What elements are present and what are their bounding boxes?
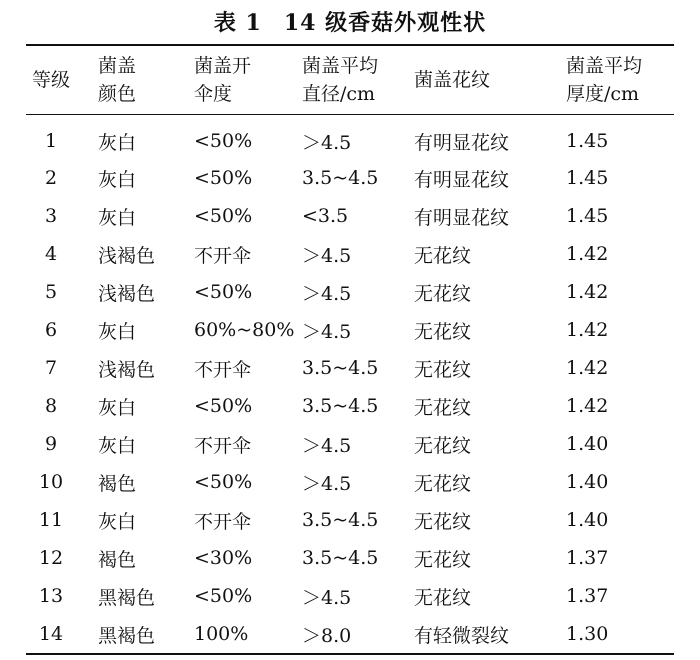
cell-cap-pattern: 无花纹: [414, 282, 472, 305]
cell-cap-diameter: ＞4.5: [302, 434, 352, 457]
table-row: [26, 197, 674, 235]
cell-grade: 10: [38, 471, 64, 493]
cell-cap-color: 褐色: [98, 472, 137, 495]
cell-cap-color: 灰白: [98, 434, 137, 457]
cell-cap-opening: 100%: [194, 623, 249, 645]
cell-grade: 4: [44, 243, 58, 265]
cell-cap-pattern: 无花纹: [414, 320, 472, 343]
table-row: [26, 115, 674, 160]
cell-cap-thickness: 1.42: [566, 395, 609, 417]
cell-cap-pattern: 有轻微裂纹: [414, 624, 510, 647]
cell-grade: 8: [44, 395, 58, 417]
table-body: [26, 115, 674, 655]
cell-cap-opening: <50%: [194, 395, 253, 417]
cell-cap-pattern: 无花纹: [414, 472, 472, 495]
cell-cap-color: 灰白: [98, 396, 137, 419]
cell-cap-thickness: 1.45: [566, 205, 609, 227]
cell-cap-thickness: 1.45: [566, 130, 609, 152]
cell-cap-thickness: 1.42: [566, 357, 609, 379]
cell-cap-opening: 不开伞: [194, 434, 252, 457]
cell-cap-diameter: <3.5: [302, 205, 349, 227]
cell-cap-opening: 不开伞: [194, 244, 252, 267]
table-row: [26, 235, 674, 273]
table-row: [26, 501, 674, 539]
table-row: [26, 159, 674, 197]
cell-cap-thickness: 1.42: [566, 243, 609, 265]
cell-cap-diameter: ＞4.5: [302, 586, 352, 609]
cell-cap-pattern: 无花纹: [414, 586, 472, 609]
cell-cap-pattern: 有明显花纹: [414, 131, 510, 154]
cell-grade: 5: [44, 281, 58, 303]
header-row: [26, 45, 674, 115]
cell-cap-color: 浅褐色: [98, 244, 156, 267]
cell-grade: 2: [44, 167, 58, 189]
cell-cap-color: 浅褐色: [98, 282, 156, 305]
table-row: [26, 387, 674, 425]
cell-cap-color: 黑褐色: [98, 624, 156, 647]
cell-grade: 13: [38, 585, 64, 607]
cell-cap-thickness: 1.40: [566, 433, 609, 455]
table-caption: [0, 6, 700, 37]
cell-cap-color: 灰白: [98, 510, 137, 533]
cell-cap-opening: <50%: [194, 281, 253, 303]
cell-cap-thickness: 1.45: [566, 167, 609, 189]
cell-cap-opening: <50%: [194, 130, 253, 152]
cell-cap-diameter: ＞8.0: [302, 624, 352, 647]
header-cap-thickness: 菌盖平均 厚度/cm: [566, 55, 643, 105]
cell-cap-thickness: 1.42: [566, 281, 609, 303]
cell-cap-opening: <50%: [194, 205, 253, 227]
cell-cap-opening: 不开伞: [194, 510, 252, 533]
cell-cap-opening: 不开伞: [194, 358, 252, 381]
cell-cap-color: 灰白: [98, 131, 137, 154]
cell-grade: 12: [38, 547, 64, 569]
cell-cap-pattern: 无花纹: [414, 548, 472, 571]
cell-cap-diameter: ＞4.5: [302, 320, 352, 343]
cell-cap-thickness: 1.37: [566, 547, 609, 569]
cell-cap-pattern: 无花纹: [414, 396, 472, 419]
cell-cap-diameter: 3.5~4.5: [302, 547, 379, 569]
cell-cap-opening: <50%: [194, 167, 253, 189]
header-cap-pattern: 菌盖花纹: [414, 69, 491, 91]
cell-grade: 1: [44, 130, 58, 152]
cell-cap-diameter: ＞4.5: [302, 244, 352, 267]
cell-cap-diameter: 3.5~4.5: [302, 395, 379, 417]
cell-cap-diameter: ＞4.5: [302, 472, 352, 495]
cell-cap-opening: <50%: [194, 585, 253, 607]
cell-cap-diameter: 3.5~4.5: [302, 509, 379, 531]
cell-cap-diameter: 3.5~4.5: [302, 167, 379, 189]
header-cap-diameter: 菌盖平均 直径/cm: [302, 55, 379, 105]
cell-cap-pattern: 有明显花纹: [414, 206, 510, 229]
cell-cap-pattern: 无花纹: [414, 358, 472, 381]
shiitake-grade-table: [26, 44, 674, 655]
cell-cap-pattern: 无花纹: [414, 510, 472, 533]
cell-cap-color: 褐色: [98, 548, 137, 571]
table-row: [26, 349, 674, 387]
cell-cap-color: 浅褐色: [98, 358, 156, 381]
cell-grade: 11: [38, 509, 64, 531]
table-row: [26, 539, 674, 577]
cell-cap-diameter: ＞4.5: [302, 131, 352, 154]
cell-cap-pattern: 无花纹: [414, 244, 472, 267]
cell-cap-color: 灰白: [98, 206, 137, 229]
cell-grade: 7: [44, 357, 58, 379]
cell-grade: 6: [44, 319, 58, 341]
cell-cap-pattern: 有明显花纹: [414, 168, 510, 191]
table-header: [26, 45, 674, 115]
table-row: [26, 577, 674, 615]
table-row: [26, 273, 674, 311]
cell-cap-opening: <30%: [194, 547, 253, 569]
cell-cap-diameter: ＞4.5: [302, 282, 352, 305]
cell-cap-thickness: 1.37: [566, 585, 609, 607]
cell-cap-color: 灰白: [98, 320, 137, 343]
cell-cap-pattern: 无花纹: [414, 434, 472, 457]
cell-cap-thickness: 1.40: [566, 471, 609, 493]
cell-grade: 9: [44, 433, 58, 455]
cell-grade: 3: [44, 205, 58, 227]
table-title: 14 级香菇外观性状: [283, 10, 487, 36]
header-cap-opening: 菌盖开 伞度: [194, 55, 252, 105]
cell-cap-opening: <50%: [194, 471, 253, 493]
header-grade: 等级: [31, 69, 70, 91]
cell-grade: 14: [38, 623, 64, 645]
cell-cap-diameter: 3.5~4.5: [302, 357, 379, 379]
table-number: 表 1: [213, 10, 262, 36]
cell-cap-color: 灰白: [98, 168, 137, 191]
cell-cap-thickness: 1.40: [566, 509, 609, 531]
header-cap-color: 菌盖 颜色: [98, 55, 137, 105]
table-row: [26, 425, 674, 463]
table-row: [26, 615, 674, 654]
cell-cap-opening: 60%~80%: [194, 319, 295, 341]
cell-cap-thickness: 1.30: [566, 623, 609, 645]
cell-cap-color: 黑褐色: [98, 586, 156, 609]
cell-cap-thickness: 1.42: [566, 319, 609, 341]
table-row: [26, 463, 674, 501]
table-row: [26, 311, 674, 349]
